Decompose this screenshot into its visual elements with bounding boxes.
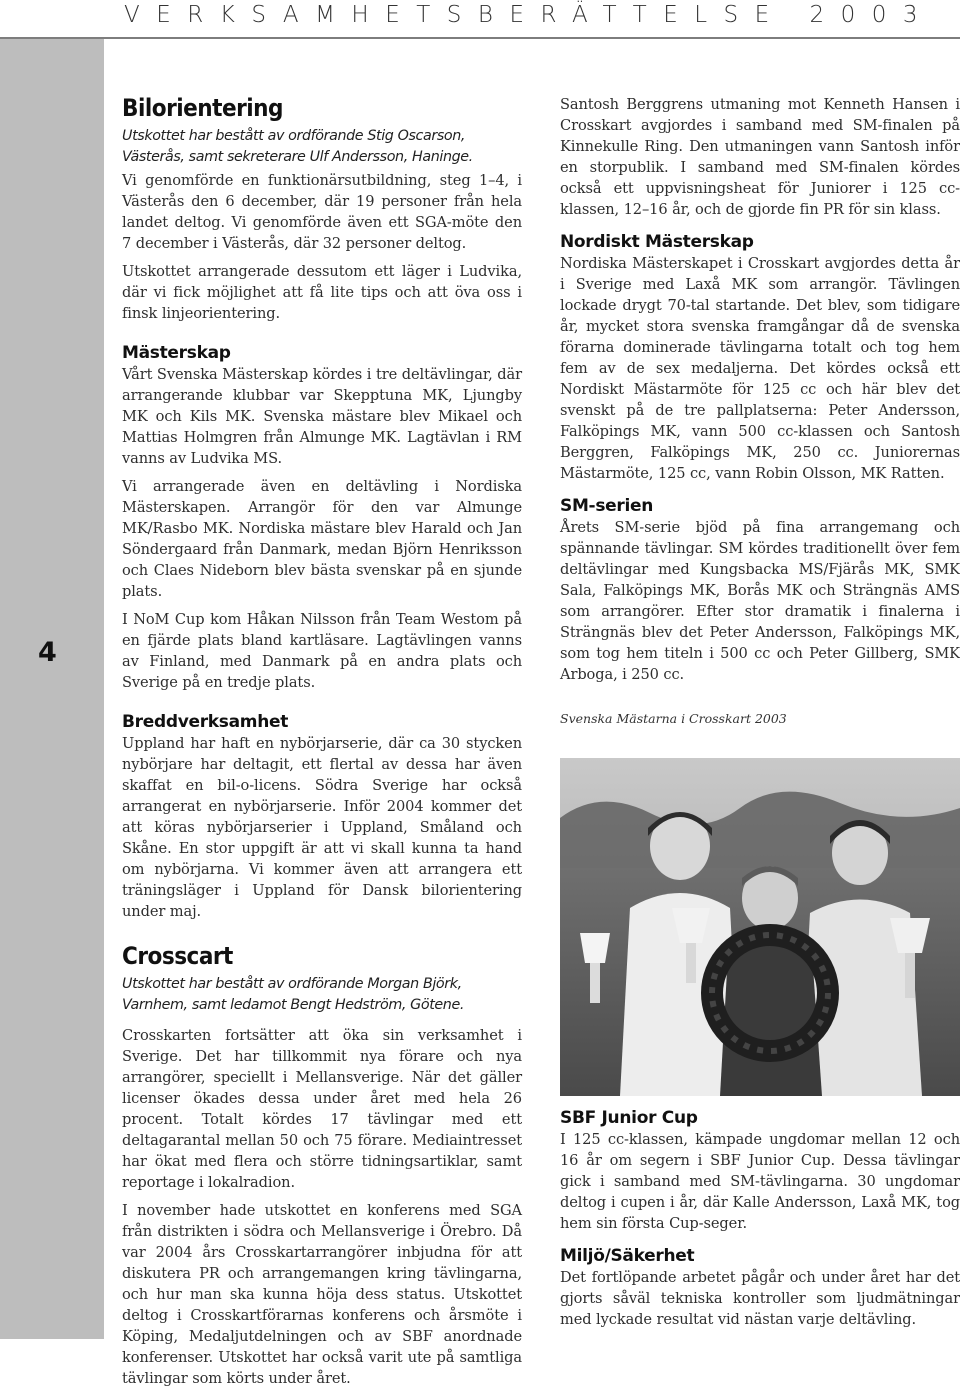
photo-caption: Svenska Mästarna i Crosskart 2003 [560, 711, 787, 726]
side-band [0, 39, 104, 1339]
section-title-bilorientering: Bilorientering [122, 94, 283, 122]
paragraph: I NoM Cup kom Håkan Nilsson från Team Westom på en fjärde plats bland kartläsare. Lagtävlingen vanns av Finland, med Danmark på en andra plats och Sverige på en tredje plats. [122, 611, 522, 691]
subsection-title-junior-cup: SBF Junior Cup [560, 1108, 698, 1128]
paragraph: Årets SM-serie bjöd på fina arrangemang och spännande tävlingar. SM kördes traditionellt över fem deltävlingar med Kungsbacka MS/Fjärås MK, SMK Sala, Falköpings MK, Borås MK och Strängnäs AMS som arrangörer. Efter stor dramatik i finalerna i Strängnäs blev det Peter Andersson, Falköpings MK, som tog hem titeln i 500 cc och Peter Gillberg, SMK Arboga, i 250 cc. [560, 519, 960, 683]
paragraph: Vi genomförde en funktionärsutbildning, steg 1–4, i Västerås den 6 december, där 19 personer från hela landet deltog. Vi genomförde även ett SGA-möte den 7 december i Västerås, där 32 personer deltog. [122, 172, 522, 252]
team-photo [560, 758, 960, 1096]
paragraph: Vi arrangerade även en deltävling i Nordiska Mästerskapen. Arrangör för den var Almunge MK/Rasbo MK. Nordiska mästare blev Harald och Jan Söndergaard från Danmark, medan Björn Henriksson och Claes Nideborn blev bästa svenskar på en sjunde plats. [122, 478, 522, 600]
subsection-title-breddverksamhet: Breddverksamhet [122, 712, 289, 732]
subsection-title-nordiskt: Nordiskt Mästerskap [560, 232, 754, 252]
page-number: 4 [38, 637, 57, 668]
paragraph: I 125 cc-klassen, kämpade ungdomar mellan 12 och 16 år om segern i SBF Junior Cup. Dessa tävlingar gick i samband med SM-tävlingarna. 30 ungdomar deltog i cupen i år, där Kalle Andersson, Laxå MK, tog hem sin första Cup-seger. [560, 1131, 960, 1232]
paragraph: Nordiska Mästerskapet i Crosskart avgjordes detta år i Sverige med Laxå MK som arrangör. Tävlingen lockade drygt 70-tal startande. Det blev, som tidigare år, mycket stora svenska framgångar då de svenska förarna dominerade tävlingarna totalt och tog hem fem av de sex medaljerna. Det kördes också ett Nordiskt Mästarmöte för 125 cc och här blev det svenskt på de tre pallplatserna: Peter Andersson, Falköpings MK, vann 500 cc-klassen och Santosh Berggren, Falköpings MK, 250 cc. Juniorernas Mästarmöte, 125 cc, vann Robin Olsson, MK Ratten. [560, 255, 960, 482]
paragraph: Vårt Svenska Mästerskap kördes i tre deltävlingar, där arrangerande klubbar var Skepptuna MK, Ljungby MK och Kils MK. Svenska mästare blev Mikael och Mattias Holmgren från Almunge MK. Lagtävlan i RM vanns av Ludvika MS. [122, 366, 522, 467]
page-header [0, 0, 960, 38]
header-title: VERKSAMHETSBERÄTTELSE 2003 [124, 2, 935, 28]
paragraph: I november hade utskottet en konferens med SGA från distrikten i södra och Mellansverige i Örebro. Då var 2004 års Crosskartarrangörer inbjudna för att diskutera PR och arrangemangen kring tävlingarna, och hur man ska kunna höja dess status. Utskottet deltog i Crosskartförarnas konferens och årsmöte i Köping, Medaljutdelningen och av SBF anordnade konferenser. Utskottet har också varit ute på samtliga tävlingar som körts under året. [122, 1202, 522, 1387]
paragraph: Utskottet arrangerade dessutom ett läger i Ludvika, där vi fick möjlighet att få lite tips och att öva oss i finsk linjeorientering. [122, 263, 522, 322]
photo-illustration [560, 758, 960, 1096]
section-title-crosscart: Crosscart [122, 942, 233, 970]
paragraph: Det fortlöpande arbetet pågår och under året har det gjorts såväl tekniska kontroller som ljudmätningar med lyckade resultat vid nästan varje deltävling. [560, 1269, 960, 1328]
header-rule [0, 37, 960, 39]
committee-lead: Utskottet har bestått av ordförande Stig Oscarson, Västerås, samt sekreterare Ulf Andersson, Haninge. [122, 128, 473, 165]
subsection-title-smserien: SM-serien [560, 496, 654, 516]
paragraph: Santosh Berggrens utmaning mot Kenneth Hansen i Crosskart avgjordes i samband med SM-finalen på Kinnekulle Ring. Den utmaningen vann Santosh inför en storpublik. I samband med SM-finalen kördes också ett uppvisningsheat för Juniorer i 125 cc-klassen, 12–16 år, och de gjorde fin PR för sin klass. [560, 96, 960, 218]
committee-lead: Utskottet har bestått av ordförande Morgan Björk, Varnhem, samt ledamot Bengt Hedström, Götene. [122, 976, 464, 1013]
right-column [560, 94, 960, 726]
paragraph: Crosskarten fortsätter att öka sin verksamhet i Sverige. Det har tillkommit nya förare och nya arrangörer, speciellt i Mellansverige. När det gäller licenser ökades dessa under året med hela 26 procent. Totalt kördes 17 tävlingar med ett deltagarantal mellan 50 och 75 förare. Mediaintresset har ökat med flera och större tidningsartiklar, samt reportage i lokalradion. [122, 1027, 522, 1191]
subsection-title-masterskap: Mästerskap [122, 343, 231, 363]
subsection-title-miljo: Miljö/Säkerhet [560, 1246, 695, 1266]
right-column-bottom [560, 1108, 960, 1337]
paragraph: Uppland har haft en nybörjarserie, där ca 30 stycken nybörjare har deltagit, ett flertal av dessa har även skaffat en bil-o-licens. Södra Sverige har också arrangerat en nybörjarserie. Inför 2004 kommer det att köras nybörjarserier i Uppland, Småland och Skåne. En stor uppgift är att vi skall kunna ta hand om nybörjarna. Vi kommer även att arrangera ett träningsläger i Uppland för Dansk bilorientering under maj. [122, 735, 522, 920]
left-column [122, 94, 522, 1396]
